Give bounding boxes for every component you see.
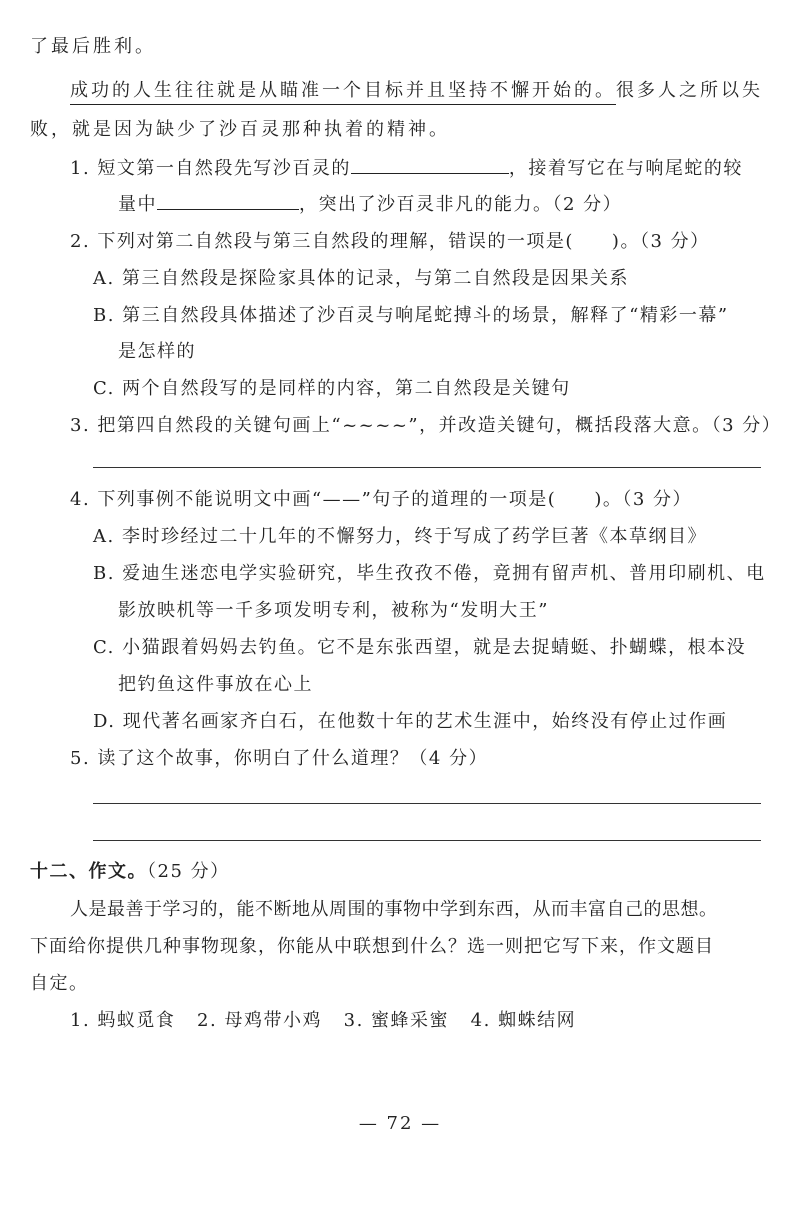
question-2-option-a: A. 第三自然段是探险家具体的记录，与第二自然段是因果关系 (93, 268, 629, 289)
answer-line-q5-2[interactable] (93, 840, 761, 841)
question-1-line-1: 1. 短文第一自然段先写沙百灵的 ，接着写它在与响尾蛇的较 (70, 154, 743, 180)
question-4-stem: 4. 下列事例不能说明文中画“——”句子的道理的一项是( )。（3 分） (70, 489, 693, 510)
question-3-stem: 3. 把第四自然段的关键句画上“~~~~”，并改造关键句，概括段落大意。（3 分） (70, 415, 782, 436)
question-2-stem: 2. 下列对第二自然段与第三自然段的理解，错误的一项是( )。（3 分） (70, 231, 710, 252)
passage-line-1: 了最后胜利。 (30, 36, 156, 57)
question-4-option-b-cont: 影放映机等一千多项发明专利，被称为“发明大王” (118, 600, 549, 621)
composition-topics: 1. 蚂蚁觅食 2. 母鸡带小鸡 3. 蜜蜂采蜜 4. 蜘蛛结网 (70, 1010, 577, 1031)
question-2-option-b: B. 第三自然段具体描述了沙百灵与响尾蛇搏斗的场景，解释了“精彩一幕” (93, 305, 729, 326)
page-number: — 72 — (358, 1113, 442, 1134)
question-2-option-b-cont: 是怎样的 (118, 341, 196, 362)
answer-blank-2[interactable] (157, 191, 299, 210)
question-4-option-b: B. 爱迪生迷恋电学实验研究，毕生孜孜不倦，竟拥有留声机、普用印刷机、电 (93, 563, 766, 584)
question-4-option-d: D. 现代著名画家齐白石，在他数十年的艺术生涯中，始终没有停止过作画 (93, 711, 728, 732)
answer-line-q3[interactable] (93, 467, 761, 468)
passage-line-3: 败，就是因为缺少了沙百灵那种执着的精神。 (30, 119, 450, 140)
composition-prompt-line-3: 自定。 (30, 973, 89, 994)
passage-line-2 (70, 76, 763, 102)
question-5-stem: 5. 读了这个故事，你明白了什么道理？（4 分） (70, 748, 489, 769)
answer-blank-1[interactable] (351, 155, 509, 174)
question-4-option-c: C. 小猫跟着妈妈去钓鱼。它不是东张西望，就是去捉蜻蜓、扑蝴蝶，根本没 (93, 637, 747, 658)
question-4-option-a: A. 李时珍经过二十几年的不懈努力，终于写成了药学巨著《本草纲目》 (93, 526, 707, 547)
answer-line-q5-1[interactable] (93, 803, 761, 804)
passage-line-2-rest: 很多人之所以失 (616, 80, 763, 101)
composition-prompt-line-1: 人是最善于学习的，能不断地从周围的事物中学到东西，从而丰富自己的思想。 (70, 899, 718, 920)
key-sentence: 成功的人生往往就是从瞄准一个目标并且坚持不懈开始的。 (70, 80, 616, 105)
question-2-option-c: C. 两个自然段写的是同样的内容，第二自然段是关键句 (93, 378, 571, 399)
question-1-line-2: 量中 ，突出了沙百灵非凡的能力。（2 分） (118, 190, 622, 216)
question-4-option-c-cont: 把钓鱼这件事放在心上 (118, 674, 313, 695)
composition-heading: 十二、作文。（25 分） (30, 861, 230, 882)
composition-prompt-line-2: 下面给你提供几种事物现象，你能从中联想到什么？选一则把它写下来，作文题目 (30, 936, 714, 957)
